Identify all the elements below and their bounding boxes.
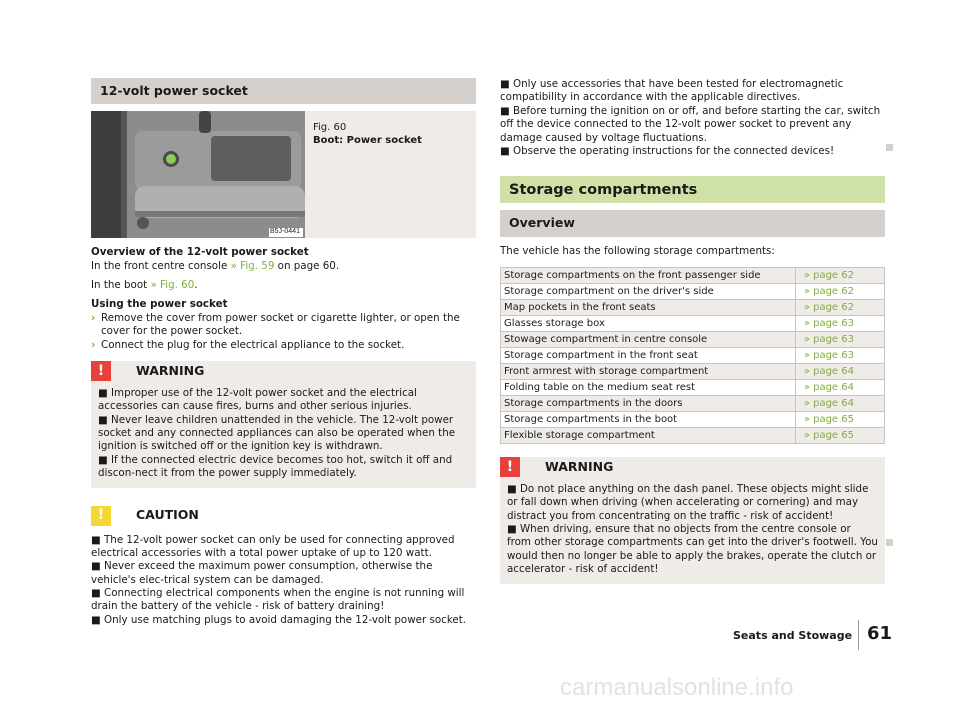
caution-item: ■ Observe the operating instructions for the connected devices! xyxy=(500,144,835,157)
compartment-name: Map pockets in the front seats xyxy=(501,299,796,315)
warning-icon: ! xyxy=(500,457,520,477)
caution-title: CAUTION xyxy=(136,507,199,523)
compartment-name: Storage compartments in the boot xyxy=(501,411,796,427)
warning-item: ■ Never leave children unattended in the vehicle. The 12-volt power socket and any connected appliances can also be operated when the ignition is switched off or the ignition key is withdrawn. xyxy=(98,413,456,453)
table-row xyxy=(501,299,885,315)
compartment-name: Glasses storage box xyxy=(501,315,796,331)
overview-title: Overview xyxy=(500,210,885,236)
boot-photo-illustration xyxy=(91,111,305,238)
table-row xyxy=(501,379,885,395)
warning-title: WARNING xyxy=(545,458,614,474)
table-row xyxy=(501,427,885,443)
fig59-link[interactable]: » Fig. 59 xyxy=(230,259,275,272)
page-link[interactable]: » page 63 xyxy=(796,331,885,347)
table-row xyxy=(501,411,885,427)
page-link[interactable]: » page 64 xyxy=(796,363,885,379)
page-link[interactable]: » page 65 xyxy=(796,411,885,427)
warning-item: ■ When driving, ensure that no objects from the centre console or from other storage compartments can get into the driver's footwell. You would then no longer be able to apply the brakes, operate the clutch or accelerator - risk of accident! xyxy=(507,523,878,576)
caution-item: ■ The 12-volt power socket can only be used for connecting approved electrical accessories with a total power uptake of up to 120 watt. xyxy=(91,533,455,559)
step-1: › Remove the cover from power socket or cigarette lighter, or open the cover for the power socket. xyxy=(91,311,460,338)
storage-table xyxy=(500,267,885,444)
power-socket-photo xyxy=(91,111,305,238)
page-link[interactable]: » page 62 xyxy=(796,267,885,283)
caution-item: ■ Never exceed the maximum power consumption, otherwise the vehicle's elec-trical system can be damaged. xyxy=(91,560,433,586)
caution-item: ■ Connecting electrical components when the engine is not running will drain the battery of the vehicle - risk of battery draining! xyxy=(91,587,465,613)
footer-divider xyxy=(858,620,859,650)
section-end-mark xyxy=(886,144,893,151)
table-row xyxy=(501,395,885,411)
location-boot: In the boot » Fig. 60. xyxy=(91,279,198,291)
page-link[interactable]: » page 65 xyxy=(796,427,885,443)
figure-block xyxy=(91,111,476,238)
chapter-title: Storage compartments xyxy=(500,176,885,203)
compartment-name: Flexible storage compartment xyxy=(501,427,796,443)
figure-caption xyxy=(305,111,430,238)
warning-item: ■ Improper use of the 12-volt power socket and the electrical accessories can cause fires, burns and other serious injuries. xyxy=(98,386,417,413)
step-arrow-icon: › xyxy=(91,338,96,351)
caution-item: ■ Before turning the ignition on or off, and before starting the car, switch off the device connected to the 12-volt power socket to prevent any damage caused by voltage fluctuations. xyxy=(500,104,881,144)
table-row xyxy=(501,315,885,331)
warning-box-right xyxy=(500,457,885,584)
page-link[interactable]: » page 63 xyxy=(796,347,885,363)
footer-section: Seats and Stowage xyxy=(733,629,853,642)
warning-box-left xyxy=(91,361,476,488)
watermark: carmanualsonline.info xyxy=(560,674,794,701)
step-2: › Connect the plug for the electrical appliance to the socket. xyxy=(91,338,405,351)
compartment-name: Stowage compartment in centre console xyxy=(501,331,796,347)
fig60-link[interactable]: » Fig. 60 xyxy=(150,279,195,291)
location-front-console: In the front centre console » Fig. 59 on page 60. xyxy=(91,259,340,272)
left-column xyxy=(91,78,476,627)
caution-icon: ! xyxy=(91,506,111,526)
page-link[interactable]: » page 63 xyxy=(796,315,885,331)
page-link[interactable]: » page 64 xyxy=(796,395,885,411)
page-link[interactable]: » page 62 xyxy=(796,299,885,315)
table-row xyxy=(501,267,885,283)
overview-intro: The vehicle has the following storage compartments: xyxy=(500,244,775,257)
warning-item: ■ If the connected electric device becomes too hot, switch it off and discon-nect it from the power supply immediately. xyxy=(98,453,453,480)
page-number: 61 xyxy=(867,623,893,644)
figure-number: Fig. 60 xyxy=(313,122,347,134)
step-arrow-icon: › xyxy=(91,311,96,324)
warning-item: ■ Do not place anything on the dash panel. These objects might slide or fall down when driving (when accelerating or cornering) and may distract you from concentrating on the traffic - risk of accident! xyxy=(507,482,869,522)
page-link[interactable]: » page 62 xyxy=(796,283,885,299)
section-title: 12-volt power socket xyxy=(91,78,476,104)
overview-heading: Overview of the 12-volt power socket xyxy=(91,246,309,259)
compartment-name: Front armrest with storage compartment xyxy=(501,363,796,379)
right-column xyxy=(500,78,885,584)
caution-item: ■ Only use matching plugs to avoid damaging the 12-volt power socket. xyxy=(91,613,467,626)
compartment-name: Storage compartment in the front seat xyxy=(501,347,796,363)
caution-continued xyxy=(500,78,885,158)
caution-body xyxy=(91,526,476,628)
table-row xyxy=(501,363,885,379)
table-row xyxy=(501,331,885,347)
table-row xyxy=(501,347,885,363)
warning-title: WARNING xyxy=(136,362,205,378)
caution-header xyxy=(91,506,476,526)
caution-item: ■ Only use accessories that have been tested for electromagnetic compatibility in accordance with the applicable directives. xyxy=(500,78,844,104)
table-row xyxy=(501,283,885,299)
figure-code: B5J-0441 xyxy=(270,228,300,236)
figure-title: Boot: Power socket xyxy=(313,135,422,147)
compartment-name: Storage compartments on the front passenger side xyxy=(501,267,796,283)
section-end-mark xyxy=(886,539,893,546)
compartment-name: Storage compartment on the driver's side xyxy=(501,283,796,299)
compartment-name: Folding table on the medium seat rest xyxy=(501,379,796,395)
compartment-name: Storage compartments in the doors xyxy=(501,395,796,411)
warning-icon: ! xyxy=(91,361,111,381)
page-link[interactable]: » page 64 xyxy=(796,379,885,395)
using-heading: Using the power socket xyxy=(91,298,228,311)
